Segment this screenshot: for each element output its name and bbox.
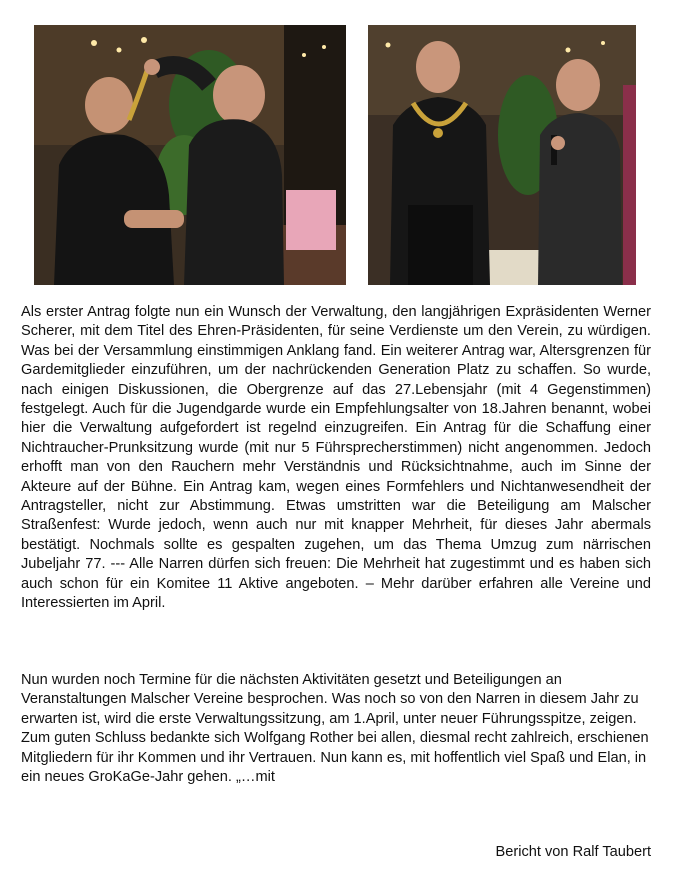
photo-chain-ceremony-image: [34, 25, 346, 285]
report-paragraph-1: Als erster Antrag folgte nun ein Wunsch der Verwaltung, den langjährigen Expräsidenten Werner Scherer, mit dem Titel des Ehren-Präsidenten, für seine Verdienste um den Verein, zu würdigen. Was bei der Versammlung einstimmigen Anklang fand. Ein weiterer Antrag war, Altersgrenzen für Gardemitglieder einzuführen, um der nachrückenden Generation Platz zu schaffen. So wurde, nach einigen Diskussionen, die Obergrenze auf das 27.Lebensjahr (mit 4 Gegenstimmen) festgelegt. Auch für die Jugendgarde wurde ein Empfehlungsalter von 18.Jahren benannt, wobei hier die Verwaltung aufgefordert ist regelnd einzugreifen. Ein Antrag für die Schaffung einer Nichtraucher-Prunksitzung wurde (mit nur 5 Führsprecherstimmen) nicht angenommen. Jedoch erhofft man von den Rauchern mehr Verständnis und Rücksichtnahme, auch im Sinne der Akteure auf der Bühne. Ein Antrag kam, wegen eines Formfehlers und Nichtanwesendheit der Antragsteller, nicht zur Abstimmung. Etwas umstritten war die Beteiligung am Malscher Straßenfest: Wurde jedoch, wenn auch nur mit knapper Mehrheit, für dieses Jahr abermals bestätigt. Nochmals sollte es gespalten zugehen, um das Thema Umzug zum närrischen Jubeljahr 77. --- Alle Narren dürfen sich freuen: Die Mehrheit hat zugestimmt und es haben sich auch schon für ein Komitee 11 Aktive angeboten. – Mehr darüber erfahren alle Vereine und Interessierten im April.: [21, 304, 651, 612]
photo-speech-image: [368, 25, 636, 285]
photo-chain-ceremony: [34, 25, 346, 285]
report-signature: Bericht von Ralf Taubert: [495, 844, 651, 860]
report-paragraph-2: Nun wurden noch Termine für die nächsten Aktivitäten gesetzt und Beteiligungen an Veranstaltungen Malscher Vereine besprochen. Was noch so von den Narren in diesem Jahr zu erwarten ist, wird die erste Verwaltungssitzung, am 1.April, unter neuer Führungsspitze, zeigen. Zum guten Schluss bedankte sich Wolfgang Rother bei allen, diesmal recht zahlreich, erschienen Mitgliedern für ihr Kommen und ihr Vertrauen. Nun kann es, mit hoffentlich viel Spaß und Elan, in ein neues GroKaGe-Jahr gehen. „…mit: [21, 672, 649, 786]
photo-speech: [368, 25, 636, 285]
